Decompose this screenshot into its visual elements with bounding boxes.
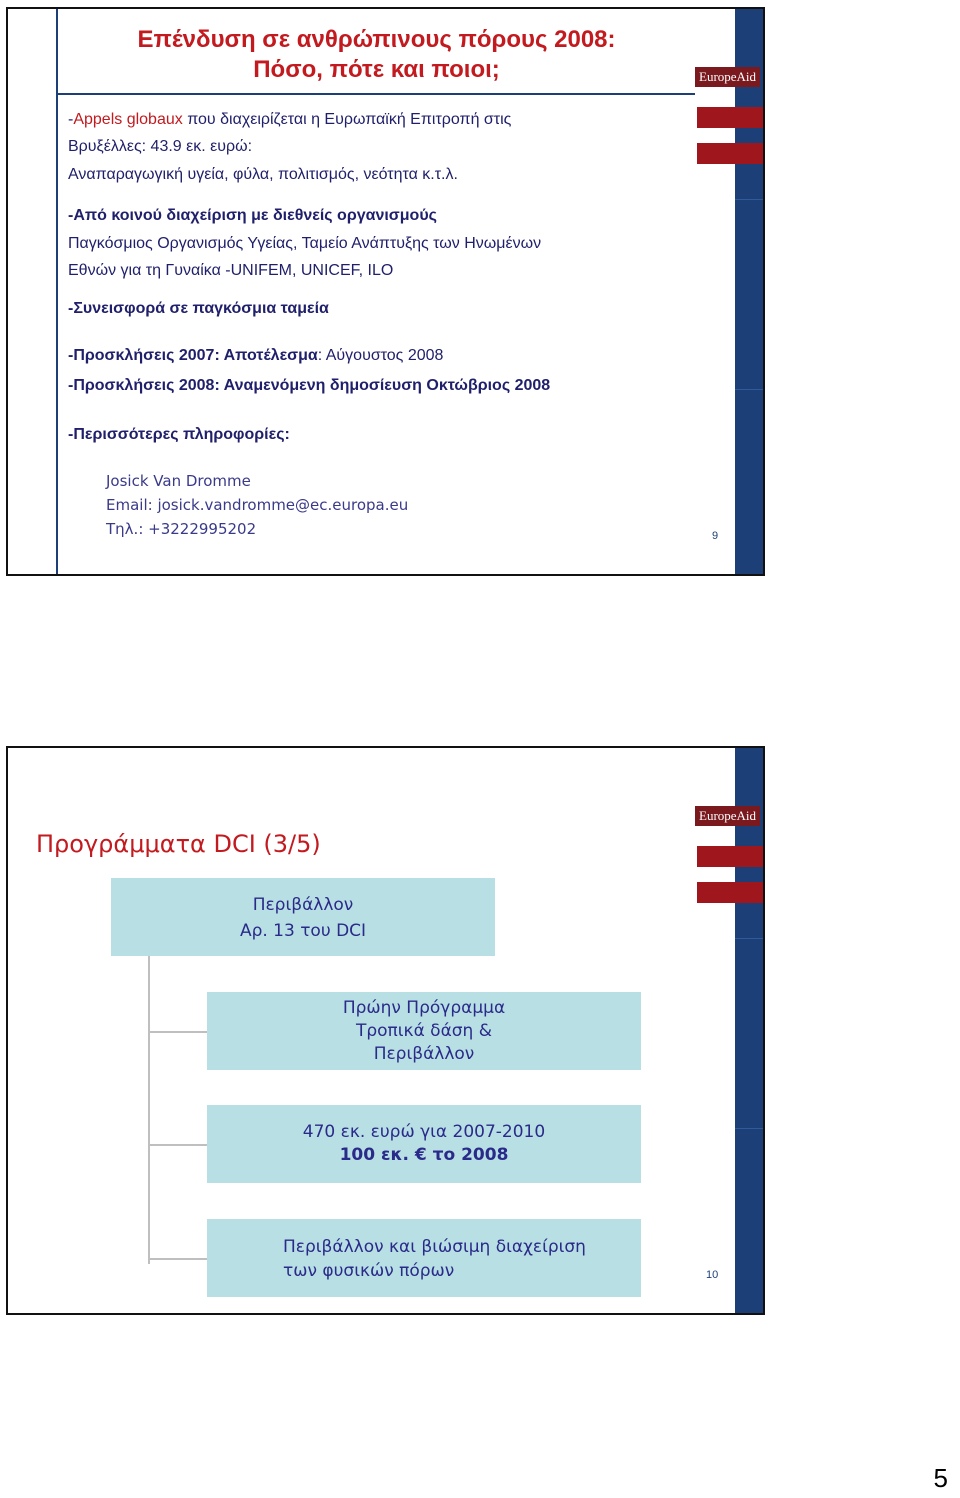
topics-line: Αναπαραγωγική υγεία, φύλα, πολιτισμός, νεότητα κ.τ.λ. xyxy=(68,166,458,183)
former-programme-box xyxy=(207,992,641,1070)
slide-title: Προγράμματα DCI (3/5) xyxy=(36,830,321,858)
appels-line: -Appels globaux που διαχειρίζεται η Ευρωπαϊκή Επιτροπή στις xyxy=(68,111,512,128)
slide-number: 10 xyxy=(706,1269,719,1281)
box1-line2: Αρ. 13 του DCI xyxy=(239,921,367,941)
brussels-amount: Βρυξέλλες: 43.9 εκ. ευρώ: xyxy=(68,138,253,155)
tree-connector-2 xyxy=(148,1144,208,1146)
title-line-2: Πόσο, πότε και ποιοι; xyxy=(253,56,500,83)
box2-line3: Περιβάλλον xyxy=(373,1044,475,1064)
organizations-line-2: Εθνών για τη Γυναίκα -UNIFEM, UNICEF, ILO xyxy=(68,262,394,279)
organizations-line-1: Παγκόσμιος Οργανισμός Υγείας, Ταμείο Ανάπτυξης των Ηνωμένων xyxy=(68,235,542,252)
budget-box xyxy=(207,1105,641,1183)
tree-connector-vertical xyxy=(148,956,150,1264)
box2-line2: Τροπικά δάση & xyxy=(355,1021,492,1041)
slide-9 xyxy=(6,7,765,576)
tree-connector-3 xyxy=(148,1258,208,1260)
contact-email: Email: josick.vandromme@ec.europa.eu xyxy=(106,496,409,514)
red-decor-block-2 xyxy=(697,882,765,903)
calls-2008-line: -Προσκλήσεις 2008: Αναμενόμενη δημοσίευση Οκτώβριος 2008 xyxy=(68,377,551,394)
box2-line1: Πρώην Πρόγραμμα xyxy=(342,998,506,1018)
right-sidebar xyxy=(735,9,763,574)
red-decor-block-1 xyxy=(697,107,765,128)
contact-name: Josick Van Dromme xyxy=(106,472,251,490)
box1-line1: Περιβάλλον xyxy=(252,895,354,915)
box4-line1: Περιβάλλον και βιώσιμη διαχείριση xyxy=(283,1237,586,1257)
red-decor-block-1 xyxy=(697,846,765,867)
right-sidebar xyxy=(735,748,763,1313)
red-decor-block-2 xyxy=(697,143,765,164)
calls-2007-line: -Προσκλήσεις 2007: Αποτέλεσμα: Αύγουστος 2008 xyxy=(68,347,444,364)
box4-line2: των φυσικών πόρων xyxy=(283,1261,455,1281)
environment-article-box xyxy=(111,878,495,956)
title-line-1: Επένδυση σε ανθρώπινους πόρους 2008: xyxy=(137,26,616,53)
europeaid-logo: EuropeAid xyxy=(695,806,760,826)
slide-number: 9 xyxy=(712,530,719,542)
slide-10 xyxy=(6,746,765,1315)
joint-management-heading: -Από κοινού διαχείριση με διεθνείς οργανισμούς xyxy=(68,207,437,224)
sustainable-management-box xyxy=(207,1219,641,1297)
europeaid-logo: EuropeAid xyxy=(695,67,760,87)
box3-line2: 100 εκ. € το 2008 xyxy=(339,1145,509,1165)
box3-line1: 470 εκ. ευρώ για 2007-2010 xyxy=(302,1122,546,1142)
global-funds-heading: -Συνεισφορά σε παγκόσμια ταμεία xyxy=(68,300,329,317)
more-info-heading: -Περισσότερες πληροφορίες: xyxy=(68,426,290,443)
tree-connector-1 xyxy=(148,1031,208,1033)
page-number: 5 xyxy=(933,1463,948,1493)
contact-phone: Τηλ.: +3222995202 xyxy=(106,520,257,538)
slide-title xyxy=(58,9,695,95)
